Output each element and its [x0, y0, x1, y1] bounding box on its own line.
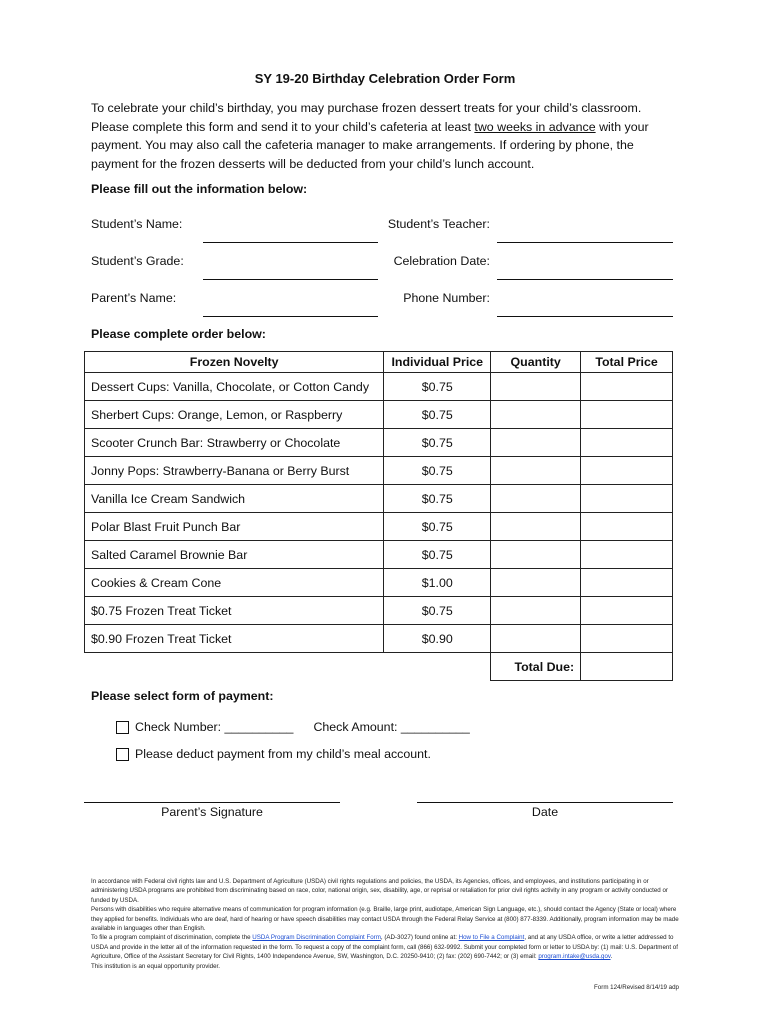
column-header-individual-price: Individual Price — [384, 352, 491, 373]
table-row — [85, 485, 673, 513]
item-name: $0.90 Frozen Treat Ticket — [85, 625, 384, 653]
total-price-cell[interactable] — [581, 429, 673, 457]
column-header-frozen-novelty: Frozen Novelty — [85, 352, 384, 373]
item-name: Polar Blast Fruit Punch Bar — [85, 513, 384, 541]
item-price: $0.75 — [384, 401, 491, 429]
date-line[interactable] — [417, 802, 673, 803]
fill-info-heading: Please fill out the information below: — [91, 182, 308, 196]
student-teacher-field[interactable] — [497, 225, 673, 243]
total-price-cell[interactable] — [581, 541, 673, 569]
form-title: SY 19-20 Birthday Celebration Order Form — [254, 71, 516, 86]
quantity-cell[interactable] — [491, 485, 581, 513]
parent-signature-label: Parent’s Signature — [161, 805, 263, 819]
quantity-cell[interactable] — [491, 373, 581, 401]
nondiscrimination-statement — [91, 877, 679, 971]
quantity-cell[interactable] — [491, 513, 581, 541]
quantity-cell[interactable] — [491, 401, 581, 429]
item-price: $1.00 — [384, 569, 491, 597]
total-due-label: Total Due: — [491, 653, 581, 681]
total-due-cell[interactable] — [581, 653, 673, 681]
item-price: $0.75 — [384, 513, 491, 541]
total-price-cell[interactable] — [581, 373, 673, 401]
total-price-cell[interactable] — [581, 485, 673, 513]
table-row — [85, 625, 673, 653]
quantity-cell[interactable] — [491, 569, 581, 597]
item-price: $0.75 — [384, 429, 491, 457]
total-price-cell[interactable] — [581, 569, 673, 597]
quantity-cell[interactable] — [491, 457, 581, 485]
quantity-cell[interactable] — [491, 541, 581, 569]
item-name: Jonny Pops: Strawberry-Banana or Berry Burst — [85, 457, 384, 485]
item-price: $0.75 — [384, 373, 491, 401]
celebration-date-field[interactable] — [497, 262, 673, 280]
form-number: Form 124/Revised 8/14/19 adp — [594, 984, 679, 991]
item-name: Vanilla Ice Cream Sandwich — [85, 485, 384, 513]
student-grade-label: Student’s Grade: — [91, 254, 184, 268]
item-price: $0.90 — [384, 625, 491, 653]
order-table — [84, 351, 673, 681]
quantity-cell[interactable] — [491, 597, 581, 625]
table-row — [85, 429, 673, 457]
check-payment-checkbox[interactable] — [116, 721, 129, 734]
deduct-payment-checkbox[interactable] — [116, 748, 129, 761]
intro-text-2: with your payment. You may also call the cafeteria manager to make arrangements. If ordering by phone, the payment for the frozen desserts will be deducted from your child’s lunch account. — [91, 119, 649, 171]
table-row — [85, 569, 673, 597]
item-name: Dessert Cups: Vanilla, Chocolate, or Cotton Candy — [85, 373, 384, 401]
column-header-quantity: Quantity — [491, 352, 581, 373]
student-name-label: Student’s Name: — [91, 217, 183, 231]
table-row — [85, 457, 673, 485]
payment-heading: Please select form of payment: — [91, 689, 274, 703]
intro-text-1: To celebrate your child’s birthday, you may purchase frozen dessert treats for your child’s classroom. Please complete this form and send it to your child’s cafeteria at least — [91, 101, 642, 134]
quantity-cell[interactable] — [491, 625, 581, 653]
total-price-cell[interactable] — [581, 513, 673, 541]
item-name: Scooter Crunch Bar: Strawberry or Chocolate — [85, 429, 384, 457]
table-row — [85, 373, 673, 401]
total-price-cell[interactable] — [581, 401, 673, 429]
check-amount-label: Check Amount: __________ — [313, 720, 470, 734]
fine-print-paragraph-1: In accordance with Federal civil rights law and U.S. Department of Agriculture (USDA) civil rights regulations and policies, the USDA, its Agencies, offices, and employees, and institutions participating in or administering USDA programs are prohibited from discriminating based on race, color, national origin, sex, disability, age, or reprisal or retaliation for prior civil rights activity in any program or activity conducted or funded by USDA. — [91, 878, 668, 904]
complaint-form-link[interactable]: USDA Program Discrimination Complaint Form — [252, 934, 381, 942]
column-header-total-price: Total Price — [581, 352, 673, 373]
quantity-cell[interactable] — [491, 429, 581, 457]
total-price-cell[interactable] — [581, 457, 673, 485]
deduct-payment-label: Please deduct payment from my child’s meal account. — [135, 747, 431, 761]
date-label: Date — [531, 805, 559, 819]
table-row — [85, 541, 673, 569]
order-table-header-row — [85, 352, 673, 373]
check-number-label: Check Number: __________ — [135, 720, 294, 734]
item-price: $0.75 — [384, 541, 491, 569]
order-heading: Please complete order below: — [91, 327, 266, 341]
total-price-cell[interactable] — [581, 597, 673, 625]
parent-name-label: Parent’s Name: — [91, 291, 177, 305]
table-row — [85, 513, 673, 541]
deduct-payment-option — [116, 747, 431, 761]
email-link[interactable]: program.intake@usda.gov — [538, 953, 611, 961]
item-price: $0.75 — [384, 457, 491, 485]
parent-signature-line[interactable] — [84, 802, 340, 803]
item-name: $0.75 Frozen Treat Ticket — [85, 597, 384, 625]
intro-underlined-text: two weeks in advance — [474, 119, 596, 134]
item-name: Cookies & Cream Cone — [85, 569, 384, 597]
item-name: Sherbert Cups: Orange, Lemon, or Raspberry — [85, 401, 384, 429]
fine-print-paragraph-3: To file a program complaint of discrimination, complete the USDA Program Discrimination Complaint Form, (AD-3027) found online at: How to File a Complaint, and at any USDA office, or write a letter addressed to USDA and provide in the letter all of the information requested in the form. To request a copy of the complaint form, call (866) 632-9992. Submit your completed form or letter to USDA by: (1) mail: U.S. Department of Agriculture, Office of the Assistant Secretary for Civil Rights, 1400 Independence Avenue, SW, Washington, D.C. 20250-9410; (2) fax: (202) 690-7442; or (3) email: program.intake@usda.gov. — [91, 934, 678, 961]
fine-print-paragraph-2: Persons with disabilities who require alternative means of communication for program information (e.g. Braille, large print, audiotape, American Sign Language, etc.), should contact the Agency (State or local) where they applied for benefits. Individuals who are deaf, hard of hearing or have speech disabilities may contact USDA through the Federal Relay Service at (800) 877-8339. Additionally, program information may be made available in languages other than English. — [91, 906, 679, 933]
phone-number-label: Phone Number: — [403, 291, 490, 305]
celebration-date-label: Celebration Date: — [393, 254, 490, 268]
intro-paragraph — [91, 99, 681, 173]
table-row — [85, 401, 673, 429]
total-price-cell[interactable] — [581, 625, 673, 653]
item-price: $0.75 — [384, 597, 491, 625]
student-teacher-label: Student’s Teacher: — [387, 217, 490, 231]
check-payment-option — [116, 720, 470, 734]
table-row — [85, 597, 673, 625]
phone-number-field[interactable] — [497, 299, 673, 317]
fine-print-paragraph-4: This institution is an equal opportunity provider. — [91, 962, 220, 970]
item-price: $0.75 — [384, 485, 491, 513]
how-to-file-link[interactable]: How to File a Complaint — [458, 934, 525, 942]
item-name: Salted Caramel Brownie Bar — [85, 541, 384, 569]
total-due-row — [85, 653, 673, 681]
